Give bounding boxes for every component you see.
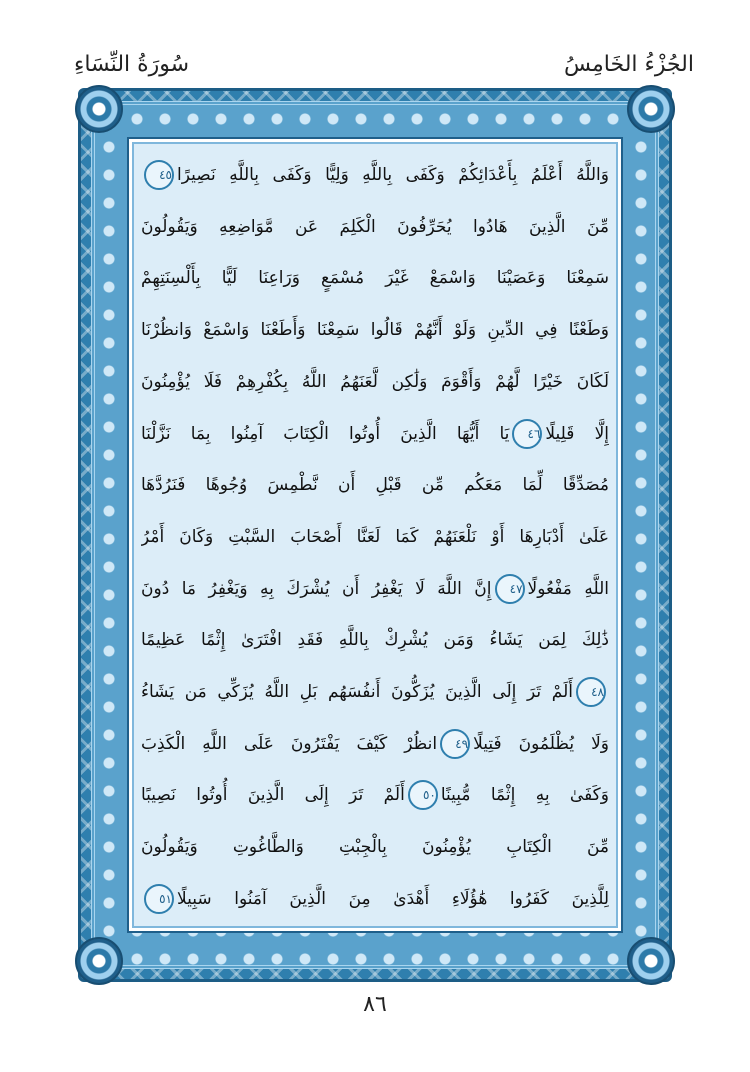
ornamental-frame bbox=[78, 88, 672, 982]
page-number: ٨٦ bbox=[363, 992, 387, 1017]
ayah-number-marker: ٤٦ bbox=[512, 419, 542, 449]
verse-line bbox=[141, 515, 609, 559]
verse-text: أَلَمْ تَرَ إِلَى الَّذِينَ أُوتُوا نَصِيبًا bbox=[141, 785, 405, 806]
verse-line bbox=[141, 360, 609, 404]
verse-text: مُصَدِّقًا لِّمَا مَعَكُم مِّن قَبْلِ أَن نَّطْمِسَ وُجُوهًا فَنَرُدَّهَا bbox=[141, 475, 609, 496]
verse-lines bbox=[141, 153, 609, 921]
verse-line bbox=[141, 463, 609, 507]
verse-line bbox=[141, 153, 609, 197]
juz-header: الجُزْءُ الخَامِسُ bbox=[563, 52, 694, 77]
verse-text: وَلَا يُظْلَمُونَ فَتِيلًا bbox=[473, 733, 609, 754]
verse-text: أَلَمْ تَرَ إِلَى الَّذِينَ يُزَكُّونَ أَنفُسَهُم بَلِ اللَّهُ يُزَكِّي مَن يَشَاءُ bbox=[141, 682, 573, 703]
verse-line bbox=[141, 670, 609, 714]
corner-ornament-icon bbox=[75, 937, 123, 985]
ayah-number-marker: ٥٠ bbox=[408, 780, 438, 810]
corner-ornament-icon bbox=[627, 937, 675, 985]
corner-ornament-icon bbox=[627, 85, 675, 133]
verse-text: لِلَّذِينَ كَفَرُوا هَٰؤُلَاءِ أَهْدَىٰ مِنَ الَّذِينَ آمَنُوا سَبِيلًا bbox=[177, 888, 609, 909]
ayah-number-marker: ٤٧ bbox=[495, 574, 525, 604]
verse-text: انظُرْ كَيْفَ يَفْتَرُونَ عَلَى اللَّهِ الْكَذِبَ bbox=[141, 733, 438, 754]
quran-text-panel bbox=[127, 137, 623, 933]
verse-text: وَطَعْنًا فِي الدِّينِ وَلَوْ أَنَّهُمْ قَالُوا سَمِعْنَا وَأَطَعْنَا وَاسْمَعْ وَانظُرْنَا bbox=[141, 320, 609, 341]
ayah-number-marker: ٤٩ bbox=[440, 729, 470, 759]
corner-ornament-icon bbox=[75, 85, 123, 133]
surah-header: سُورَةُ النِّسَاءِ bbox=[74, 52, 190, 77]
verse-line bbox=[141, 877, 609, 921]
verse-text: مِّنَ الْكِتَابِ يُؤْمِنُونَ بِالْجِبْتِ وَالطَّاغُوتِ وَيَقُولُونَ bbox=[141, 837, 609, 858]
ayah-number-marker: ٥١ bbox=[144, 884, 174, 914]
ayah-number-marker: ٤٨ bbox=[576, 677, 606, 707]
verse-text: اللَّهِ مَفْعُولًا bbox=[527, 578, 609, 599]
verse-text: ذَٰلِكَ لِمَن يَشَاءُ وَمَن يُشْرِكْ بِاللَّهِ فَقَدِ افْتَرَىٰ إِثْمًا عَظِيمًا bbox=[141, 630, 609, 651]
verse-line bbox=[141, 773, 609, 817]
verse-line bbox=[141, 308, 609, 352]
verse-text: لَكَانَ خَيْرًا لَّهُمْ وَأَقْوَمَ وَلَٰكِن لَّعَنَهُمُ اللَّهُ بِكُفْرِهِمْ فَلَا يُؤْمِنُونَ bbox=[141, 371, 609, 392]
verse-line bbox=[141, 205, 609, 249]
verse-text: مِّنَ الَّذِينَ هَادُوا يُحَرِّفُونَ الْكَلِمَ عَن مَّوَاضِعِهِ وَيَقُولُونَ bbox=[141, 216, 609, 237]
verse-text: وَاللَّهُ أَعْلَمُ بِأَعْدَائِكُمْ وَكَفَى بِاللَّهِ وَلِيًّا وَكَفَى بِاللَّهِ نَصِيرًا bbox=[177, 165, 609, 185]
verse-line bbox=[141, 567, 609, 611]
verse-line bbox=[141, 825, 609, 869]
ayah-number-marker: ٤٥ bbox=[144, 160, 174, 190]
verse-line bbox=[141, 618, 609, 662]
verse-line bbox=[141, 412, 609, 456]
verse-text: إِنَّ اللَّهَ لَا يَغْفِرُ أَن يُشْرَكَ بِهِ وَيَغْفِرُ مَا دُونَ bbox=[141, 578, 492, 599]
verse-text: سَمِعْنَا وَعَصَيْنَا وَاسْمَعْ غَيْرَ مُسْمَعٍ وَرَاعِنَا لَيًّا بِأَلْسِنَتِهِمْ bbox=[141, 268, 609, 289]
verse-text: يَا أَيُّهَا الَّذِينَ أُوتُوا الْكِتَابَ آمِنُوا بِمَا نَزَّلْنَا bbox=[141, 423, 510, 444]
verse-text: وَكَفَىٰ بِهِ إِثْمًا مُّبِينًا bbox=[440, 785, 609, 806]
verse-line bbox=[141, 722, 609, 766]
verse-text: إِلَّا قَلِيلًا bbox=[545, 423, 609, 444]
verse-text: عَلَىٰ أَدْبَارِهَا أَوْ نَلْعَنَهُمْ كَمَا لَعَنَّا أَصْحَابَ السَّبْتِ وَكَانَ أَمْرُ bbox=[141, 526, 609, 547]
verse-line bbox=[141, 256, 609, 300]
